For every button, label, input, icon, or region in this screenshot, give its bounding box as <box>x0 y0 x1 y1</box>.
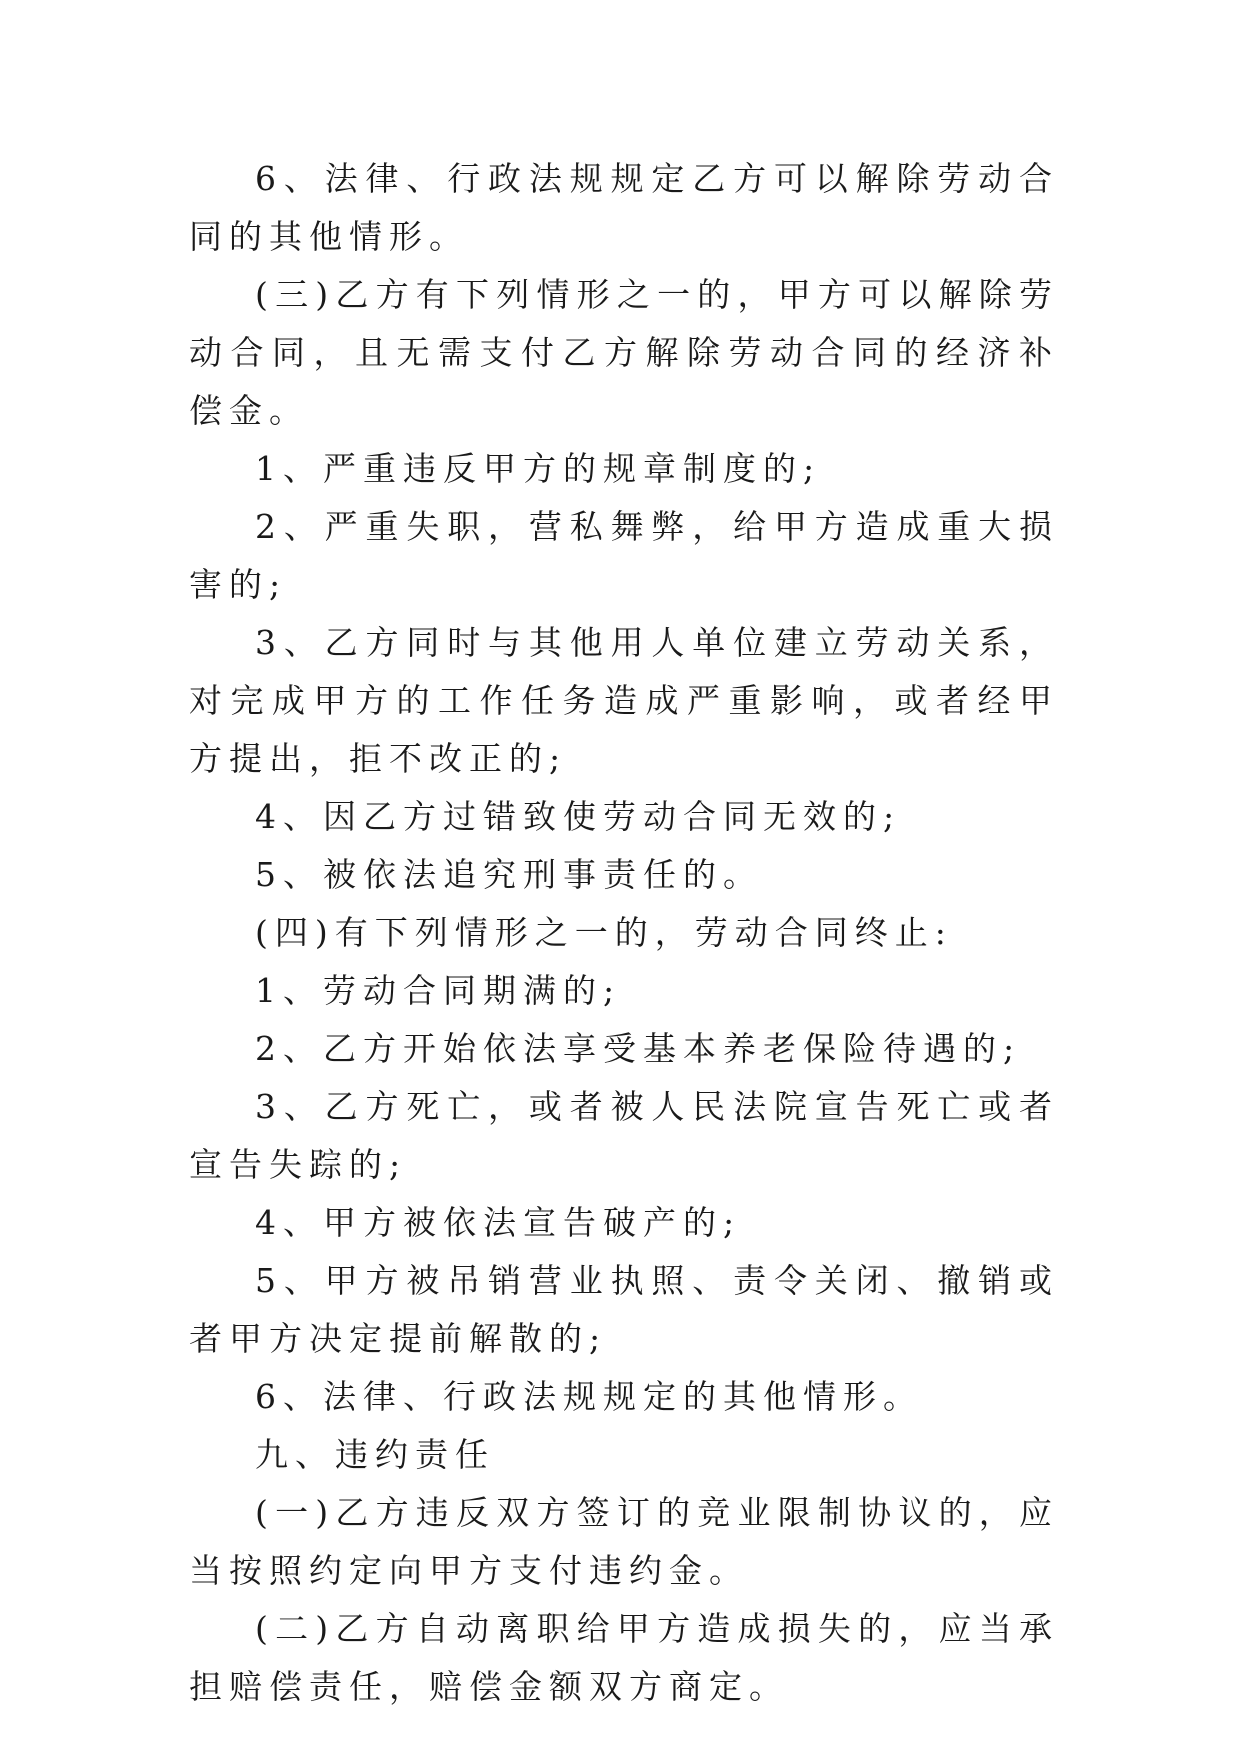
paragraph-section-3-heading: (三)乙方有下列情形之一的，甲方可以解除劳动合同，且无需支付乙方解除劳动合同的经济补偿金。 <box>189 275 1059 430</box>
paragraph-item-4: 4、因乙方过错致使劳动合同无效的; <box>255 797 902 836</box>
paragraph-item-5: 5、被依法追究刑事责任的。 <box>255 855 763 894</box>
section-heading-liability: 九、违约责任 <box>255 1435 495 1474</box>
paragraph-termination-item-1: 1、劳动合同期满的; <box>255 971 622 1010</box>
paragraph-liability-1: (一)乙方违反双方签订的竞业限制协议的，应当按照约定向甲方支付违约金。 <box>189 1493 1059 1590</box>
paragraph-liability-2: (二)乙方自动离职给甲方造成损失的，应当承担赔偿责任，赔偿金额双方商定。 <box>189 1609 1059 1706</box>
paragraph-termination-item-2: 2、乙方开始依法享受基本养老保险待遇的; <box>255 1029 1022 1068</box>
paragraph-section-4-heading: (四)有下列情形之一的，劳动合同终止: <box>255 913 953 952</box>
paragraph-termination-item-6: 6、法律、行政法规规定的其他情形。 <box>255 1377 923 1416</box>
paragraph-item-1: 1、严重违反甲方的规章制度的; <box>255 449 822 488</box>
paragraph-item-3: 3、乙方同时与其他用人单位建立劳动关系，对完成甲方的工作任务造成严重影响，或者经甲方提出，拒不改正的; <box>189 623 1059 778</box>
paragraph-termination-item-4: 4、甲方被依法宣告破产的; <box>255 1203 742 1242</box>
document-body <box>189 150 1059 1716</box>
paragraph-termination-item-3: 3、乙方死亡，或者被人民法院宣告死亡或者宣告失踪的; <box>189 1087 1059 1184</box>
paragraph-termination-item-5: 5、甲方被吊销营业执照、责令关闭、撤销或者甲方决定提前解散的; <box>189 1261 1059 1358</box>
paragraph-other-circumstances-b: 6、法律、行政法规规定乙方可以解除劳动合同的其他情形。 <box>189 159 1059 256</box>
paragraph-item-2: 2、严重失职，营私舞弊，给甲方造成重大损害的; <box>189 507 1059 604</box>
